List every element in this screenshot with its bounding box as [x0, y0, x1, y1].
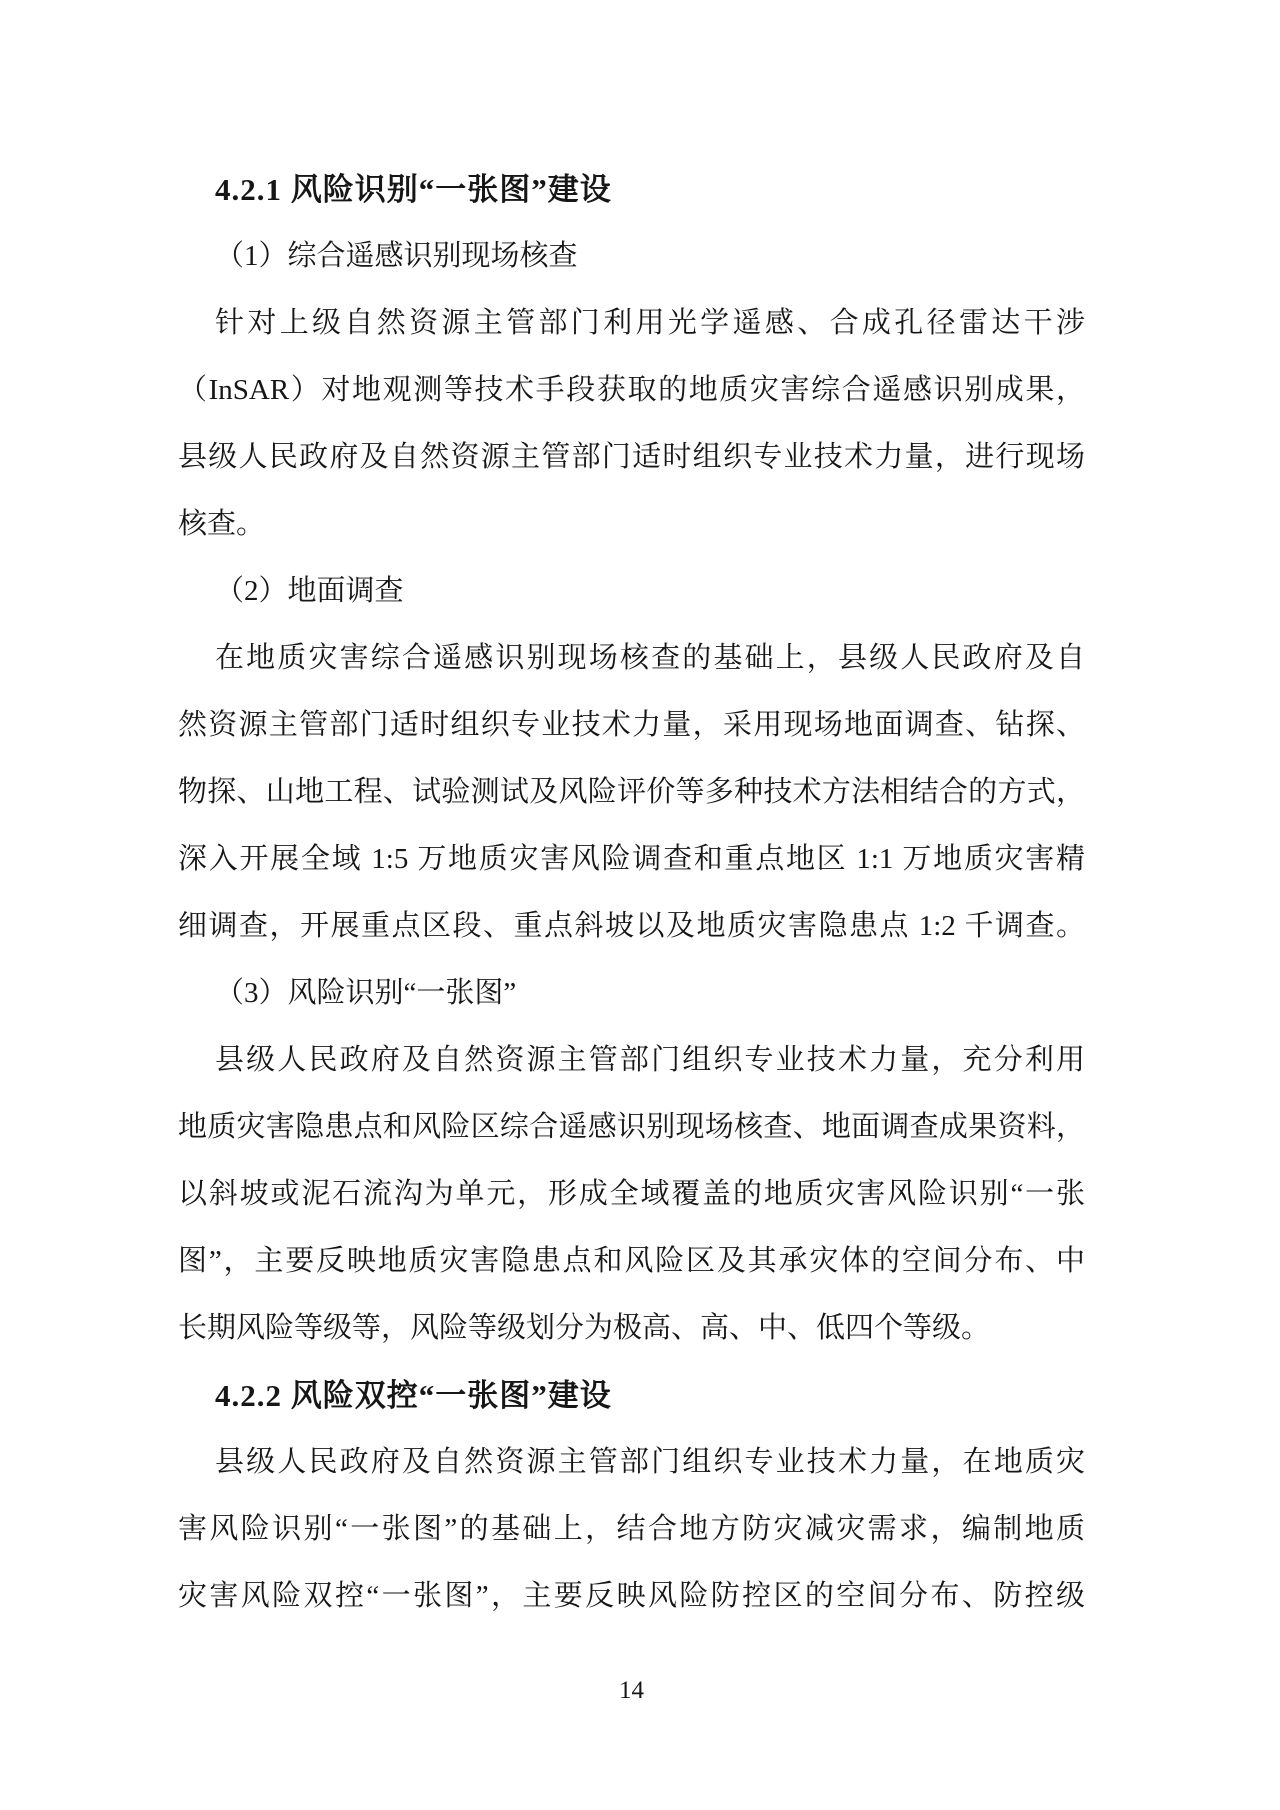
text-line: 县级人民政府及自然资源主管部门组织专业技术力量，在地质灾: [215, 1446, 1085, 1478]
text-line: 长期风险等级等，风险等级划分为极高、高、中、低四个等级。: [178, 1312, 991, 1344]
text-line: 针对上级自然资源主管部门利用光学遥感、合成孔径雷达干涉: [215, 307, 1085, 339]
text-line: 在地质灾害综合遥感识别现场核查的基础上，县级人民政府及自: [215, 642, 1085, 674]
section-heading: 4.2.2 风险双控“一张图”建设: [215, 1378, 612, 1413]
text-line: （1）综合遥感识别现场核查: [215, 240, 578, 272]
section-heading: 4.2.1 风险识别“一张图”建设: [215, 172, 612, 207]
text-line: （2）地面调查: [215, 575, 404, 607]
page-number: 14: [619, 1677, 644, 1704]
text-line: 深入开展全域 1:5 万地质灾害风险调查和重点地区 1:1 万地质灾害精: [178, 843, 1085, 875]
text-line: 核查。: [178, 508, 266, 540]
text-line: 物探、山地工程、试验测试及风险评价等多种技术方法相结合的方式，: [178, 776, 1085, 808]
text-line: 县级人民政府及自然资源主管部门组织专业技术力量，充分利用: [215, 1044, 1085, 1076]
text-line: （3）风险识别“一张图”: [215, 977, 517, 1009]
text-line: 灾害风险双控“一张图”，主要反映风险防控区的空间分布、防控级: [178, 1580, 1085, 1612]
text-line: 细调查，开展重点区段、重点斜坡以及地质灾害隐患点 1:2 千调查。: [178, 910, 1085, 942]
text-line: 县级人民政府及自然资源主管部门适时组织专业技术力量，进行现场: [178, 441, 1085, 473]
text-line: 图”，主要反映地质灾害隐患点和风险区及其承灾体的空间分布、中: [178, 1245, 1085, 1277]
text-line: 然资源主管部门适时组织专业技术力量，采用现场地面调查、钻探、: [178, 709, 1085, 741]
text-line: 地质灾害隐患点和风险区综合遥感识别现场核查、地面调查成果资料，: [178, 1111, 1085, 1143]
page-content: [178, 156, 1085, 1630]
text-line: 以斜坡或泥石流沟为单元，形成全域覆盖的地质灾害风险识别“一张: [178, 1178, 1085, 1210]
text-line: 害风险识别“一张图”的基础上，结合地方防灾减灾需求，编制地质: [178, 1513, 1085, 1545]
text-line: （InSAR）对地观测等技术手段获取的地质灾害综合遥感识别成果，: [178, 374, 1085, 406]
